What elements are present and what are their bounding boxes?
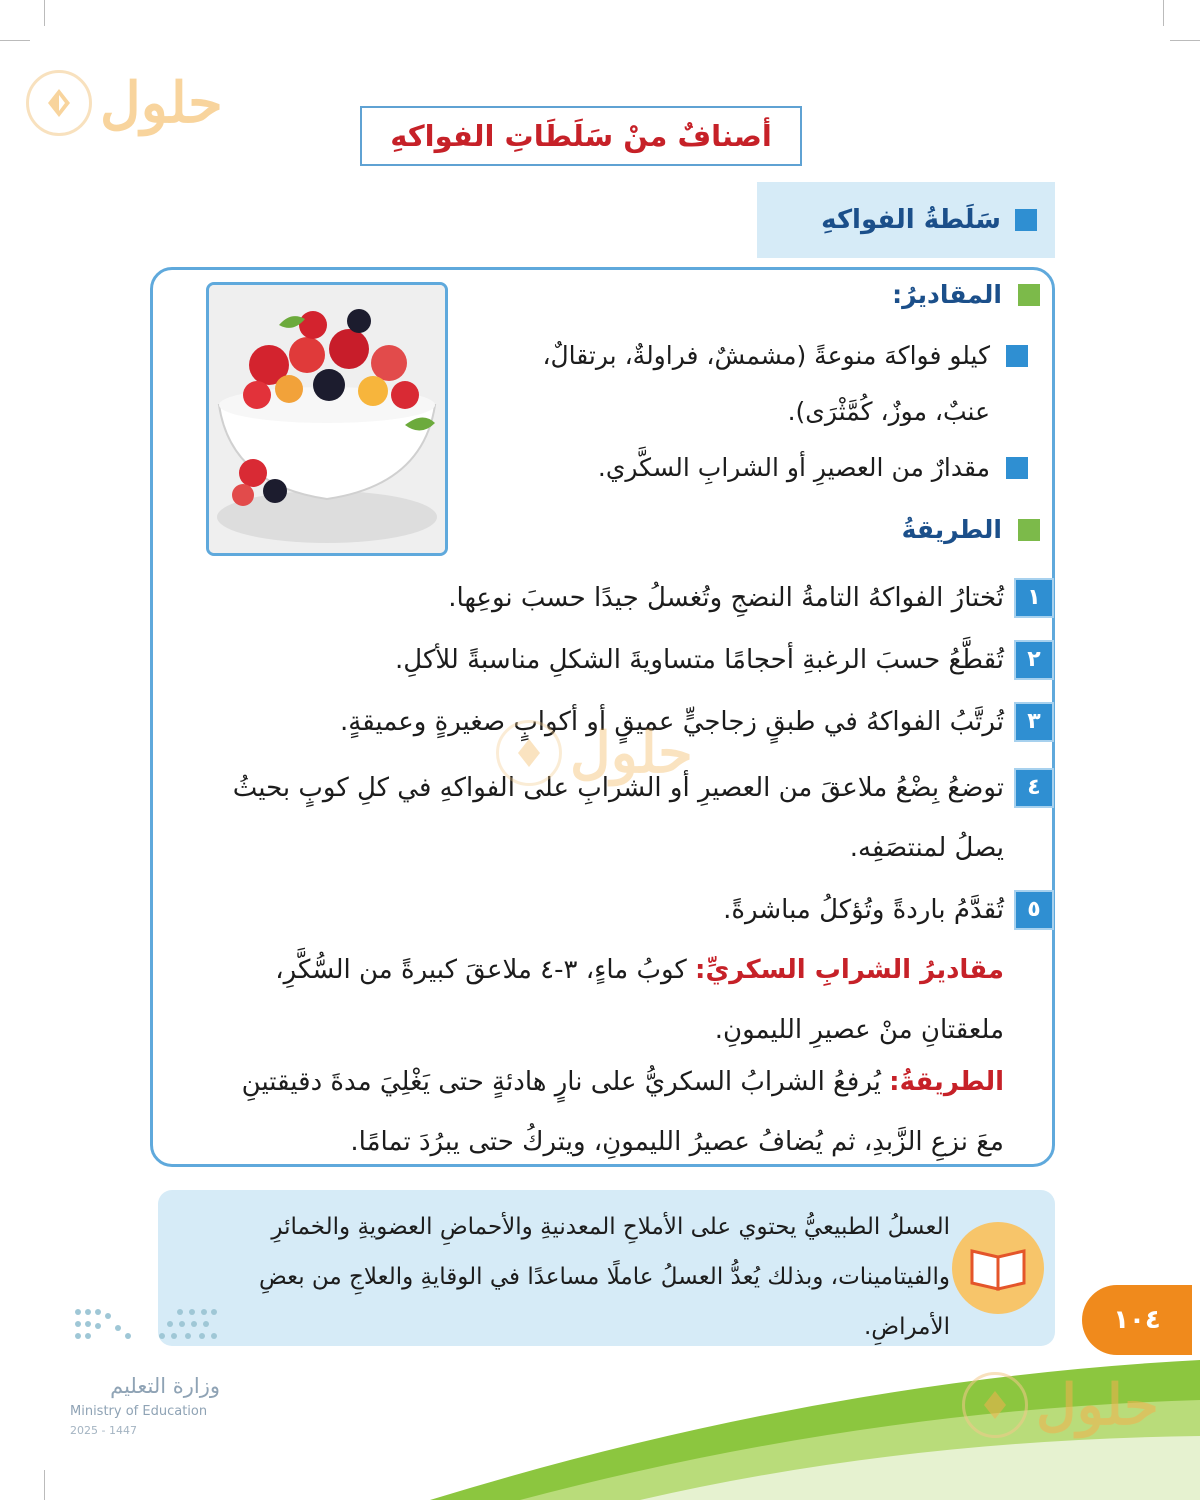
ingredients-heading xyxy=(892,280,1040,309)
section-header xyxy=(757,182,1055,258)
step-number: ١ xyxy=(1014,578,1054,618)
watermark-text: حلول xyxy=(570,720,693,786)
watermark-text: حلول xyxy=(100,70,223,136)
ministry-year: 2025 - 1447 xyxy=(70,1424,137,1437)
crop-mark xyxy=(1170,40,1200,41)
step-text: تُقدَّمُ باردةً وتُؤكلُ مباشرةً. xyxy=(723,895,1004,925)
ministry-name-ar: وزارة التعليم xyxy=(110,1374,220,1398)
step-number: ٣ xyxy=(1014,702,1054,742)
method-step xyxy=(184,880,1041,940)
bullet-square-icon xyxy=(1006,345,1028,367)
step-text: توضعُ بِضْعُ ملاعقَ من العصيرِ أو الشرابِ على الفواكهِ في كلِ كوبٍ بحيثُ يصلُ لمنتصَفِه. xyxy=(232,773,1004,863)
salad-photo xyxy=(206,282,448,556)
heading-bullet-icon xyxy=(1018,519,1040,541)
watermark-emblem-icon xyxy=(962,1372,1028,1438)
step-number: ٢ xyxy=(1014,640,1054,680)
watermark-logo xyxy=(26,70,223,136)
watermark-logo xyxy=(962,1372,1159,1438)
watermark-logo xyxy=(496,720,693,786)
method-step xyxy=(184,568,1041,628)
ingredient-item xyxy=(490,440,990,496)
syrup-method xyxy=(214,1052,1004,1172)
step-number: ٤ xyxy=(1014,768,1054,808)
book-icon xyxy=(952,1222,1044,1314)
ingredient-text: كيلو فواكهَ منوعةً (مشمشٌ، فراولةٌ، برتقالٌ، عنبٌ، موزٌ، كُمَّثْرَى). xyxy=(542,341,990,426)
watermark-text: حلول xyxy=(1036,1372,1159,1438)
ministry-name-en: Ministry of Education xyxy=(70,1404,208,1419)
syrup-ingredients xyxy=(214,940,1004,1060)
step-number: ٥ xyxy=(1014,890,1054,930)
page-title: أصنافٌ منْ سَلَطَاتِ الفواكهِ xyxy=(360,106,802,166)
bullet-square-icon xyxy=(1015,209,1037,231)
watermark-emblem-icon xyxy=(26,70,92,136)
section-label: سَلَطةُ الفواكهِ xyxy=(821,205,1001,235)
step-text: تُختارُ الفواكهُ التامةُ النضجِ وتُغسلُ جيدًا حسبَ نوعِها. xyxy=(448,583,1004,613)
method-heading-label: الطريقةُ xyxy=(901,515,1002,544)
page-number: ١٠٤ xyxy=(1082,1285,1192,1355)
syrup-text: كوبُ ماءٍ، ٣-٤ ملاعقَ كبيرةً من السُّكَّرِ، ملعقتانِ منْ عصيرِ الليمونِ. xyxy=(275,955,1004,1045)
bullet-square-icon xyxy=(1006,457,1028,479)
watermark-emblem-icon xyxy=(496,720,562,786)
crop-mark xyxy=(44,0,45,26)
syrup-method-label: الطريقةُ: xyxy=(889,1067,1004,1097)
ingredients-heading-label: المقاديرُ: xyxy=(892,280,1002,309)
crop-mark xyxy=(0,40,30,41)
step-text: تُقطَّعُ حسبَ الرغبةِ أحجامًا متساويةَ الشكلِ مناسبةً للأكلِ. xyxy=(395,645,1004,675)
heading-bullet-icon xyxy=(1018,284,1040,306)
ingredient-item xyxy=(490,328,990,440)
crop-mark xyxy=(1163,0,1164,26)
syrup-label: مقاديرُ الشرابِ السكريِّ: xyxy=(695,955,1004,985)
method-heading xyxy=(902,515,1040,544)
method-step xyxy=(184,630,1041,690)
syrup-method-text: يُرفعُ الشرابُ السكريُّ على نارٍ هادئةٍ حتى يَغْلِيَ مدةَ دقيقتينِ معَ نزعِ الزَّبدِ، ثم يُضافُ عصيرُ الليمونِ، ويتركُ حتى يبرُدَ تمامًا. xyxy=(241,1067,1004,1157)
step-text: تُرتَّبُ الفواكهُ في طبقٍ زجاجيٍّ عميقٍ أو أكوابٍ صغيرةٍ وعميقةٍ. xyxy=(340,707,1004,737)
info-text: العسلُ الطبيعيُّ يحتوي على الأملاحِ المعدنيةِ والأحماضِ العضويةِ والخمائرِ والفيتامينات، وبذلك يُعدُّ العسلُ عاملًا مساعدًا في الوقايةِ والعلاجِ من بعضِ الأمراضِ. xyxy=(258,1214,950,1340)
ingredient-text: مقدارٌ من العصيرِ أو الشرابِ السكَّري. xyxy=(597,453,990,482)
